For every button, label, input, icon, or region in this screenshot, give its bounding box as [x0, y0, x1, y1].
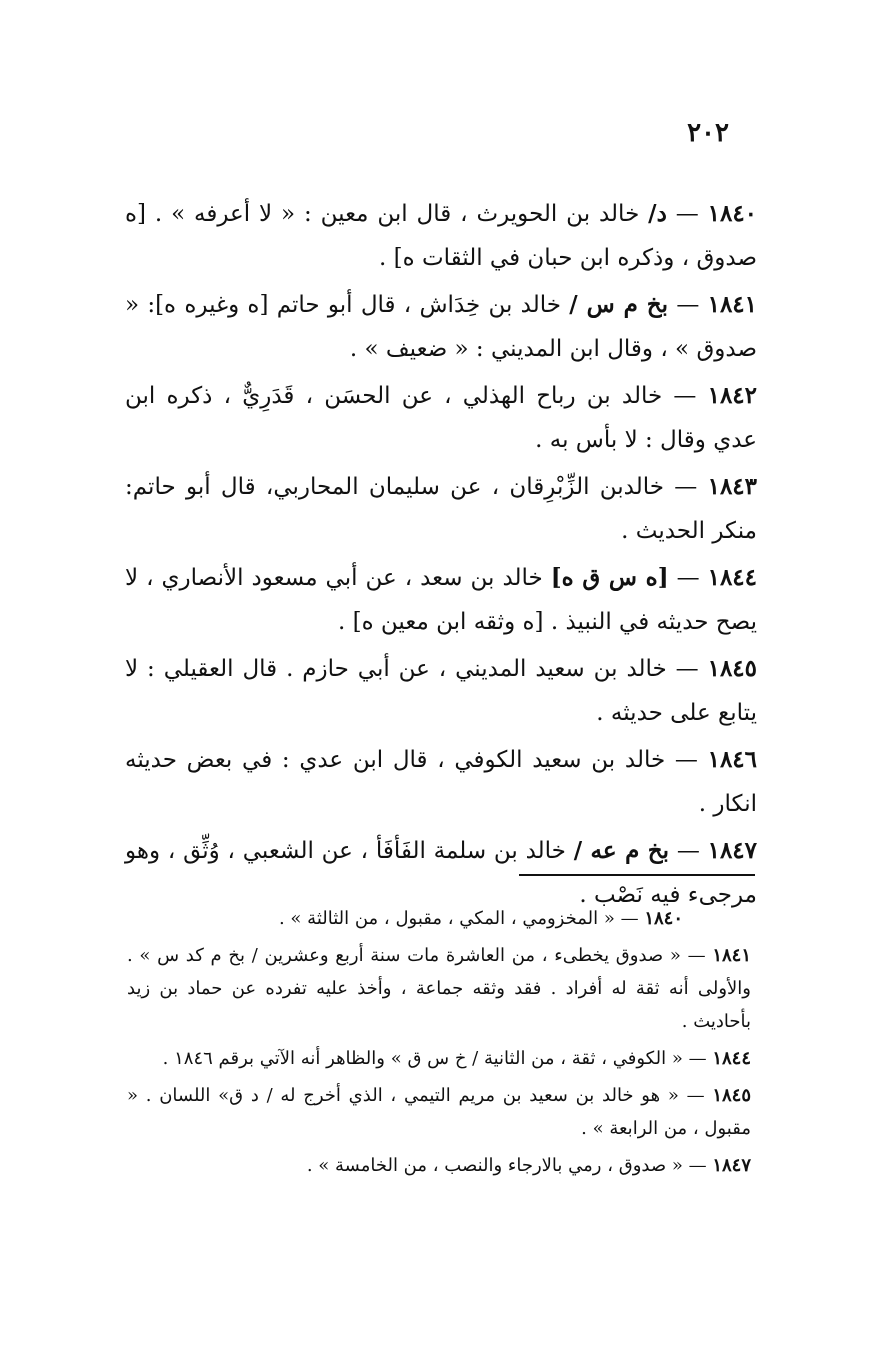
entry-text: خالد بن سلمة الفَأفَأ ، عن الشعبي ، وُثِّق ، وهو مرجىء فيه نَصْب . [125, 838, 757, 908]
footnote-separator: — [620, 908, 639, 929]
footnote-1840 [127, 902, 751, 935]
page-number: ٢٠٢ [687, 118, 729, 148]
footnote-1847 [127, 1149, 751, 1182]
entry-1841 [125, 283, 757, 371]
footnote-number: ١٨٤٤ [712, 1048, 751, 1069]
footnote-1841 [127, 939, 751, 1038]
entry-sigla: بخ م عه / [573, 837, 670, 864]
footnote-text: « المخزومي ، المكي ، مقبول ، من الثالثة » . [278, 908, 615, 929]
entry-number: ١٨٤٢ [707, 382, 758, 409]
entry-text: خالد بن خِدَاش ، قال أبو حاتم [ه وغيره ه]: « صدوق » ، وقال ابن المديني : « ضعيف » . [125, 292, 757, 362]
footnotes [127, 902, 751, 1186]
entry-separator: — [676, 838, 700, 864]
footnote-text: « الكوفي ، ثقة ، من الثانية / خ س ق » والظاهر أنه الآتي برقم ١٨٤٦ . [162, 1048, 683, 1069]
footnote-separator: — [688, 1155, 707, 1176]
footnote-text: « هو خالد بن سعيد بن مريم التيمي ، الذي أخرج له / د ق» اللسان . « مقبول ، من الرابعة » . [127, 1085, 751, 1139]
entry-1846 [125, 738, 757, 826]
footnote-text: « صدوق ، رمي بالارجاء والنصب ، من الخامسة » . [306, 1155, 683, 1176]
footnote-separator: — [688, 1048, 707, 1069]
footnote-1845 [127, 1079, 751, 1145]
entry-1843 [125, 465, 757, 553]
entry-1845 [125, 647, 757, 735]
entry-1842 [125, 374, 757, 462]
footnote-1844 [127, 1042, 751, 1075]
entry-number: ١٨٤١ [707, 291, 758, 318]
entry-text: خالد بن الحويرث ، قال ابن معين : « لا أعرفه » . [ه صدوق ، وذكره ابن حبان في الثقات ه] . [125, 201, 757, 271]
entry-1844 [125, 556, 757, 644]
footnote-number: ١٨٤١ [712, 945, 751, 966]
entry-number: ١٨٤٤ [707, 564, 758, 591]
main-entries [125, 192, 757, 920]
footnote-separator: — [686, 1085, 705, 1106]
entry-separator: — [673, 383, 697, 409]
entry-sigla: [ه س ق ه] [550, 564, 669, 591]
entry-separator: — [676, 565, 700, 591]
entry-number: ١٨٤٠ [707, 200, 758, 227]
entry-text: خالدبن الزِّبْرِقان ، عن سليمان المحاربي، قال أبو حاتم: منكر الحديث . [125, 474, 757, 544]
entry-text: خالد بن سعيد الكوفي ، قال ابن عدي : في بعض حديثه انكار . [125, 747, 757, 817]
entry-number: ١٨٤٥ [707, 655, 758, 682]
entry-separator: — [676, 292, 700, 318]
footnote-number: ١٨٤٧ [712, 1155, 751, 1176]
entry-separator: — [674, 474, 698, 500]
footnote-divider [519, 874, 755, 876]
entry-number: ١٨٤٦ [707, 746, 758, 773]
footnote-number: ١٨٤٠ [644, 908, 683, 929]
entry-text: خالد بن سعيد المديني ، عن أبي حازم . قال العقيلي : لا يتابع على حديثه . [125, 656, 757, 726]
entry-number: ١٨٤٣ [707, 473, 758, 500]
footnote-text: « صدوق يخطىء ، من العاشرة مات سنة أربع وعشرين / بخ م كد س » . والأولى أنه ثقة له أفراد . فقد وثقه جماعة ، وأخذ عليه تفرده عن حماد بن زيد بأحاديث . [127, 945, 751, 1032]
entry-1840 [125, 192, 757, 280]
entry-sigla: بخ م س / [569, 291, 669, 318]
entry-separator: — [674, 747, 698, 773]
entry-separator: — [675, 656, 699, 682]
footnote-number: ١٨٤٥ [712, 1085, 751, 1106]
footnote-separator: — [687, 945, 706, 966]
entry-text: خالد بن رباح الهذلي ، عن الحسَن ، قَدَرِيٌّ ، ذكره ابن عدي وقال : لا بأس به . [125, 383, 757, 453]
entry-text: خالد بن سعد ، عن أبي مسعود الأنصاري ، لا يصح حديثه في النبيذ . [ه وثقه ابن معين ه] . [125, 565, 757, 635]
entry-separator: — [675, 201, 699, 227]
entry-number: ١٨٤٧ [707, 837, 758, 864]
entry-sigla: د/ [648, 200, 667, 227]
